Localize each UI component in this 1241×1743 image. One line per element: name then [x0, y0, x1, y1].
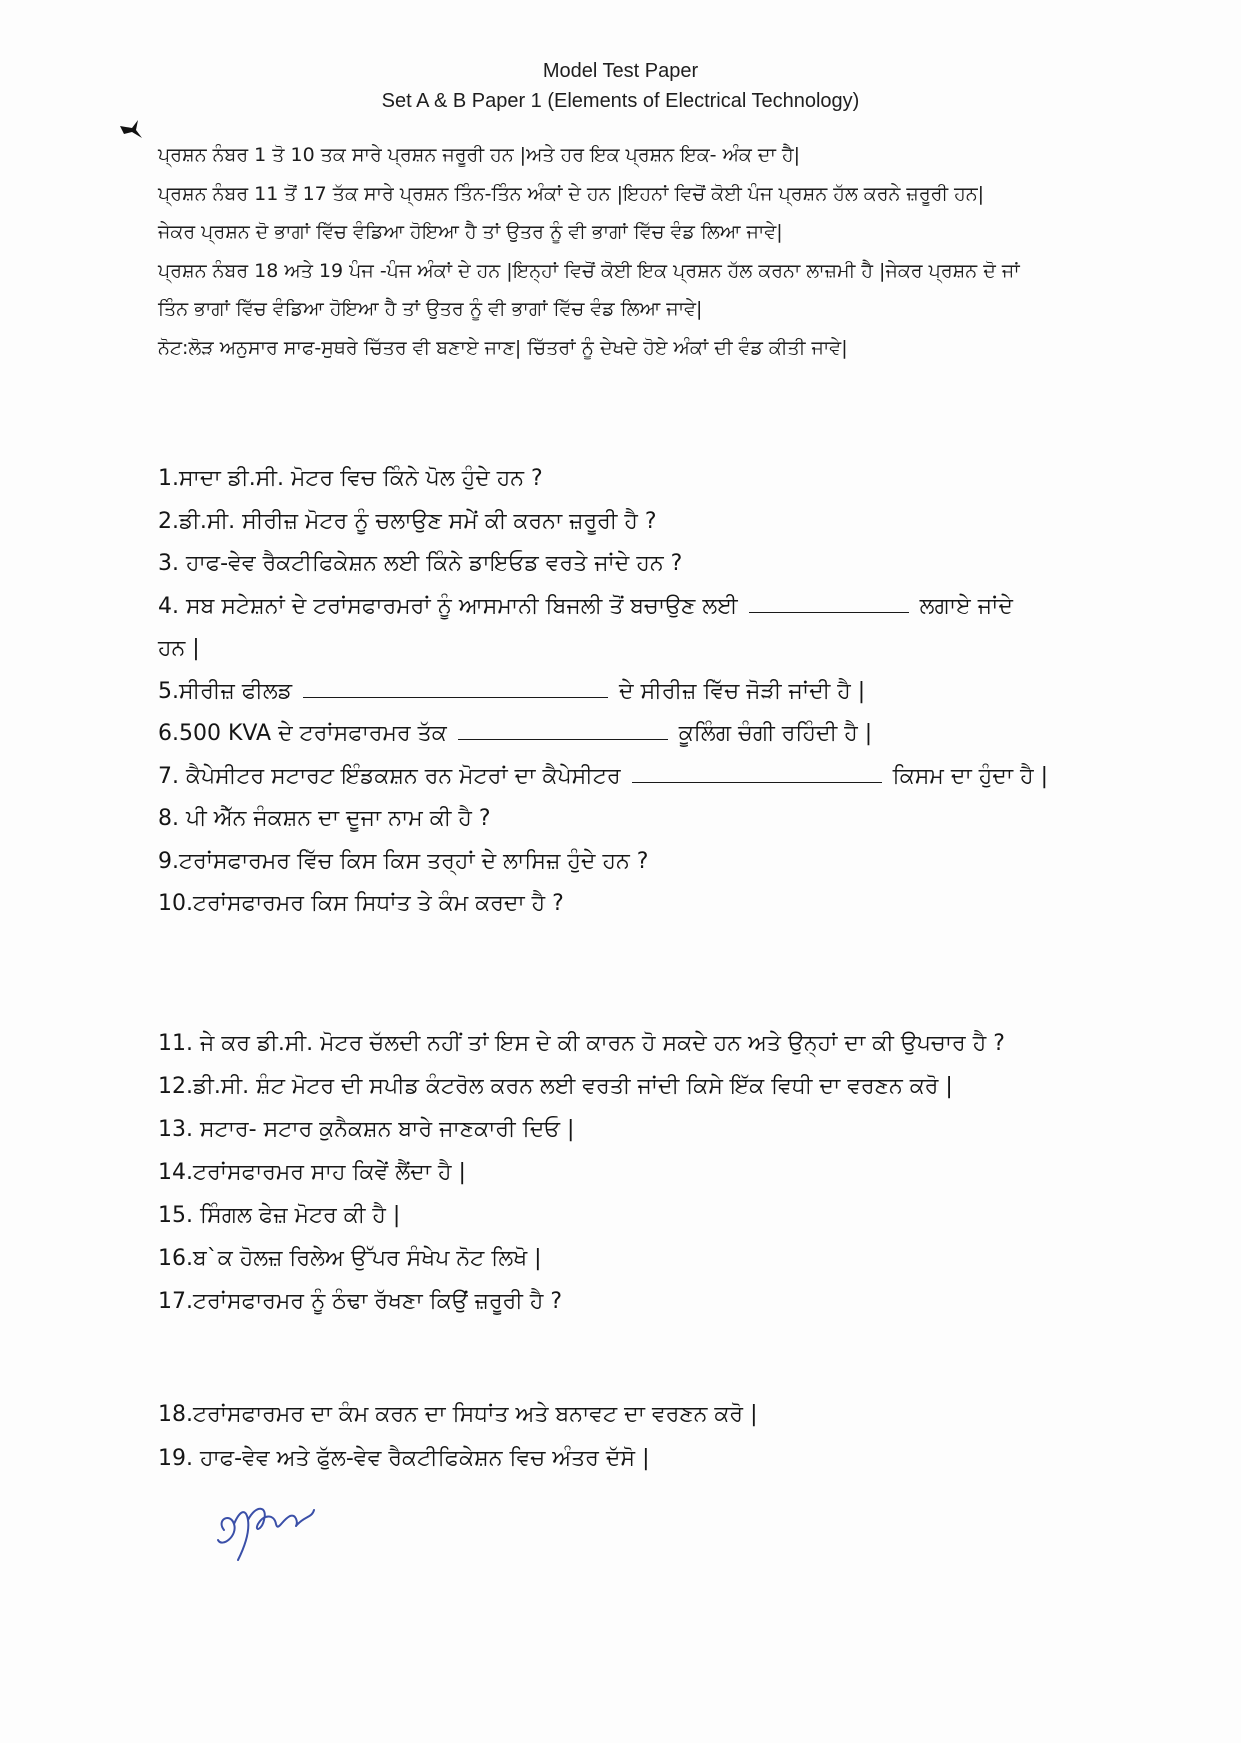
question-4-suffix: ਲਗਾਏ ਜਾਂਦੇ: [919, 593, 1013, 619]
question-4: [158, 586, 1158, 629]
paper-subtitle: Set A & B Paper 1 (Elements of Electrical Technology): [381, 90, 860, 112]
question-4-continued: ਹਨ |: [158, 636, 200, 661]
question-5-suffix: ਦੇ ਸੀਰੀਜ਼ ਵਿੱਚ ਜੋੜੀ ਜਾਂਦੀ ਹੈ |: [619, 678, 866, 704]
question-5-text: 5.ਸੀਰੀਜ਼ ਫੀਲਡ: [158, 678, 293, 704]
question-10: 10.ਟਰਾਂਸਫਾਰਮਰ ਕਿਸ ਸਿਧਾਂਤ ਤੇ ਕੰਮ ਕਰਦਾ ਹੈ ?: [158, 891, 564, 916]
question-12: 12.ਡੀ.ਸੀ. ਸ਼ੰਟ ਮੋਟਰ ਦੀ ਸਪੀਡ ਕੰਟਰੋਲ ਕਰਨ ਲਈ ਵਰਤੀ ਜਾਂਦੀ ਕਿਸੇ ਇੱਕ ਵਿਧੀ ਦਾ ਵਰਣਨ ਕਰੋ |: [158, 1074, 953, 1099]
question-19: 19. ਹਾਫ-ਵੇਵ ਅਤੇ ਫੁੱਲ-ਵੇਵ ਰੈਕਟੀਫਿਕੇਸ਼ਨ ਵਿਚ ਅੰਤਰ ਦੱਸੋ |: [158, 1446, 650, 1471]
instructions-block: [158, 136, 1168, 367]
question-2: 2.ਡੀ.ਸੀ. ਸੀਰੀਜ਼ ਮੋਟਰ ਨੂੰ ਚਲਾਉਣ ਸਮੇਂ ਕੀ ਕਰਨਾ ਜ਼ਰੂਰੀ ਹੈ ?: [158, 508, 657, 534]
question-3: 3. ਹਾਫ-ਵੇਵ ਰੈਕਟੀਫਿਕੇਸ਼ਨ ਲਈ ਕਿੰਨੇ ਡਾਇਓਡ ਵਰਤੇ ਜਾਂਦੇ ਹਨ ?: [158, 551, 683, 576]
question-7-text: 7. ਕੈਪੇਸੀਟਰ ਸਟਾਰਟ ਇੰਡਕਸ਼ਨ ਰਨ ਮੋਟਰਾਂ ਦਾ ਕੈਪੇਸੀਟਰ: [158, 763, 621, 789]
section-one-mark-questions: [158, 458, 1158, 926]
question-7: [158, 756, 1158, 799]
signature-icon: [212, 1490, 362, 1570]
instruction-line: ਪ੍ਰਸ਼ਨ ਨੰਬਰ 11 ਤੋਂ 17 ਤੱਕ ਸਾਰੇ ਪ੍ਰਸ਼ਨ ਤਿੰਨ-ਤਿੰਨ ਅੰਕਾਂ ਦੇ ਹਨ |ਇਹਨਾਂ ਵਿਚੋਂ ਕੋਈ ਪੰਜ ਪ੍ਰਸ਼ਨ ਹੱਲ ਕਰਨੇ ਜ਼ਰੂਰੀ ਹਨ|: [158, 182, 985, 205]
question-13: 13. ਸਟਾਰ- ਸਟਾਰ ਕੁਨੈਕਸ਼ਨ ਬਾਰੇ ਜਾਣਕਾਰੀ ਦਿਓ |: [158, 1117, 575, 1142]
question-6: [158, 713, 1158, 756]
question-17: 17.ਟਰਾਂਸਫਾਰਮਰ ਨੂੰ ਠੰਢਾ ਰੱਖਣਾ ਕਿਉਂ ਜ਼ਰੂਰੀ ਹੈ ?: [158, 1289, 563, 1314]
fill-blank-6: [458, 717, 668, 740]
question-18: 18.ਟਰਾਂਸਫਾਰਮਰ ਦਾ ਕੰਮ ਕਰਨ ਦਾ ਸਿਧਾਂਤ ਅਤੇ ਬਨਾਵਟ ਦਾ ਵਰਣਨ ਕਰੋ |: [158, 1402, 758, 1427]
instruction-line: ਨੋਟ:ਲੋੜ ਅਨੁਸਾਰ ਸਾਫ-ਸੁਥਰੇ ਚਿੱਤਰ ਵੀ ਬਣਾਏ ਜਾਣ| ਚਿੱਤਰਾਂ ਨੂੰ ਦੇਖਦੇ ਹੋਏ ਅੰਕਾਂ ਦੀ ਵੰਡ ਕੀਤੀ ਜਾਵੇ|: [158, 336, 848, 359]
question-7-suffix: ਕਿਸਮ ਦਾ ਹੁੰਦਾ ਹੈ |: [892, 763, 1049, 789]
instruction-line: ਤਿੰਨ ਭਾਗਾਂ ਵਿੱਚ ਵੰਡਿਆ ਹੋਇਆ ਹੈ ਤਾਂ ਉਤਰ ਨੂੰ ਵੀ ਭਾਗਾਂ ਵਿੱਚ ਵੰਡ ਲਿਆ ਜਾਵੇ|: [158, 298, 703, 320]
question-16: 16.ਬ`ਕ ਹੋਲਜ਼ ਰਿਲੇਅ ਉੱਪਰ ਸੰਖੇਪ ਨੋਟ ਲਿਖੋ |: [158, 1246, 542, 1271]
fill-blank-7: [632, 760, 882, 783]
section-three-mark-questions: [158, 1022, 1158, 1323]
question-6-text: 6.500 KVA ਦੇ ਟਰਾਂਸਫਾਰਮਰ ਤੱਕ: [158, 721, 447, 746]
question-15: 15. ਸਿੰਗਲ ਫੇਜ਼ ਮੋਟਰ ਕੀ ਹੈ |: [158, 1203, 401, 1228]
question-14: 14.ਟਰਾਂਸਫਾਰਮਰ ਸਾਹ ਕਿਵੇਂ ਲੈਂਦਾ ਹੈ |: [158, 1160, 466, 1185]
instruction-line: ਪ੍ਰਸ਼ਨ ਨੰਬਰ 18 ਅਤੇ 19 ਪੰਜ -ਪੰਜ ਅੰਕਾਂ ਦੇ ਹਨ |ਇਨ੍ਹਾਂ ਵਿਚੋਂ ਕੋਈ ਇਕ ਪ੍ਰਸ਼ਨ ਹੱਲ ਕਰਨਾ ਲਾਜ਼ਮੀ ਹੈ |ਜੇਕਰ ਪ੍ਰਸ਼ਨ ਦੋ ਜਾਂ: [158, 259, 1020, 282]
question-6-suffix: ਕੂਲਿੰਗ ਚੰਗੀ ਰਹਿੰਦੀ ਹੈ |: [678, 721, 873, 746]
section-five-mark-questions: [158, 1393, 1158, 1481]
instruction-line: ਪ੍ਰਸ਼ਨ ਨੰਬਰ 1 ਤੋ 10 ਤਕ ਸਾਰੇ ਪ੍ਰਸ਼ਨ ਜਰੂਰੀ ਹਨ |ਅਤੇ ਹਰ ਇਕ ਪ੍ਰਸ਼ਨ ਇਕ- ਅੰਕ ਦਾ ਹੈ|: [158, 144, 801, 166]
paper-title: Model Test Paper: [542, 60, 699, 82]
question-1: 1.ਸਾਦਾ ਡੀ.ਸੀ. ਮੋਟਰ ਵਿਚ ਕਿੰਨੇ ਪੋਲ ਹੁੰਦੇ ਹਨ ?: [158, 466, 543, 491]
fill-blank-4: [749, 590, 909, 613]
question-5: [158, 671, 1158, 714]
question-9: 9.ਟਰਾਂਸਫਾਰਮਰ ਵਿੱਚ ਕਿਸ ਕਿਸ ਤਰ੍ਹਾਂ ਦੇ ਲਾਸਿਜ਼ ਹੁੰਦੇ ਹਨ ?: [158, 848, 649, 874]
pen-mark-icon: [118, 118, 144, 142]
question-11: 11. ਜੇ ਕਰ ਡੀ.ਸੀ. ਮੋਟਰ ਚੱਲਦੀ ਨਹੀਂ ਤਾਂ ਇਸ ਦੇ ਕੀ ਕਾਰਨ ਹੋ ਸਕਦੇ ਹਨ ਅਤੇ ਉਨ੍ਹਾਂ ਦਾ ਕੀ ਉਪਚਾਰ ਹੈ ?: [158, 1031, 1005, 1056]
paper-header: [0, 56, 1241, 116]
question-4-text: 4. ਸਬ ਸਟੇਸ਼ਨਾਂ ਦੇ ਟਰਾਂਸਫਾਰਮਰਾਂ ਨੂੰ ਆਸਮਾਨੀ ਬਿਜਲੀ ਤੋਂ ਬਚਾਉਣ ਲਈ: [158, 593, 738, 619]
fill-blank-5: [303, 675, 608, 698]
instruction-line: ਜੇਕਰ ਪ੍ਰਸ਼ਨ ਦੋ ਭਾਗਾਂ ਵਿੱਚ ਵੰਡਿਆ ਹੋਇਆ ਹੈ ਤਾਂ ਉਤਰ ਨੂੰ ਵੀ ਭਾਗਾਂ ਵਿੱਚ ਵੰਡ ਲਿਆ ਜਾਵੇ|: [158, 221, 783, 243]
question-8: 8. ਪੀ ਐੱਨ ਜੰਕਸ਼ਨ ਦਾ ਦੂਜਾ ਨਾਮ ਕੀ ਹੈ ?: [158, 806, 491, 831]
